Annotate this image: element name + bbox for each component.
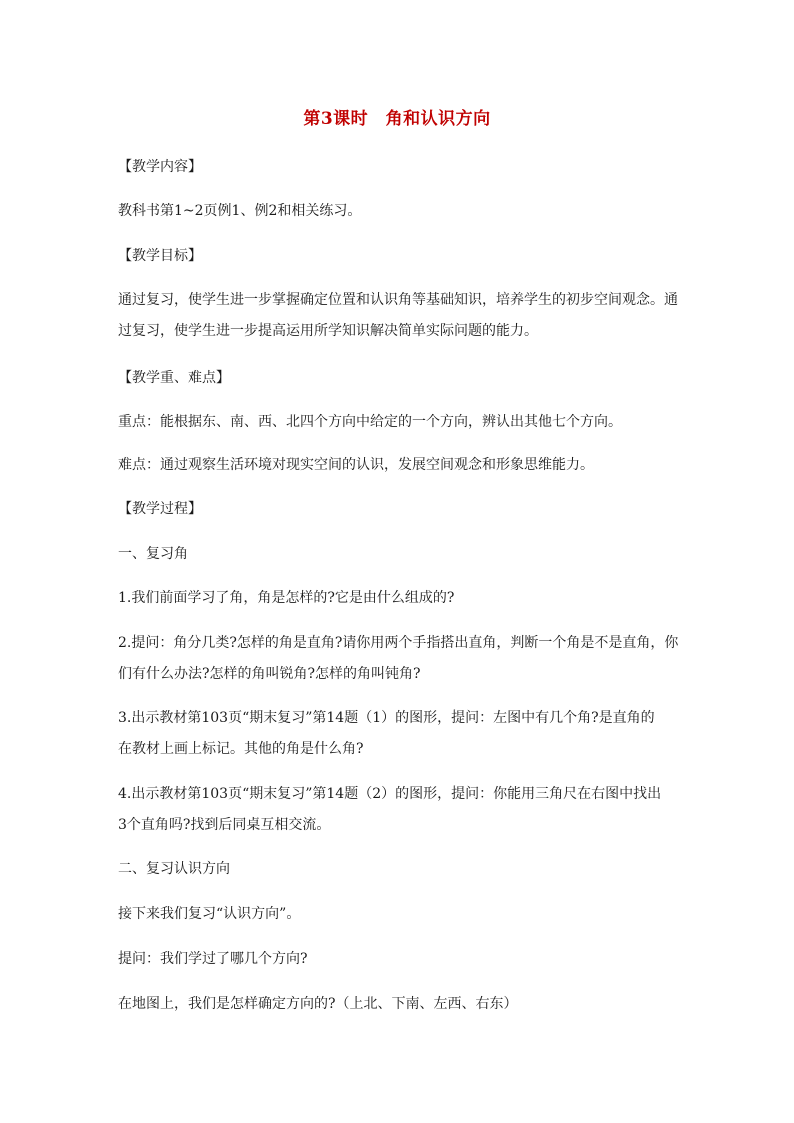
item-4: [118, 779, 688, 841]
goal-text-line1: 通过复习，使学生进一步掌握确定位置和认识角等基础知识，培养学生的初步空间观念。通: [118, 292, 678, 308]
item-2-line2: 们有什么办法?怎样的角叫锐角?怎样的角叫钝角?: [118, 666, 421, 682]
item-3-line1: 3.出示教材第103页“期末复习”第14题（1）的图形，提问：左图中有几个角?是直角的: [118, 710, 655, 726]
process-heading: 【教学过程】: [118, 501, 202, 517]
part1-heading: 一、复习角: [118, 546, 188, 562]
next-text: 接下来我们复习“认识方向”。: [118, 906, 301, 922]
part2-heading: 二、复习认识方向: [118, 861, 230, 877]
content-heading: 【教学内容】: [118, 159, 202, 175]
item-1: 1.我们前面学习了角，角是怎样的?它是由什么组成的?: [118, 590, 455, 606]
item-3: [118, 703, 688, 765]
goal-heading: 【教学目标】: [118, 248, 202, 264]
item-3-line2: 在教材上画上标记。其他的角是什么角?: [118, 741, 364, 757]
goal-text: [118, 285, 688, 347]
item-4-line1: 4.出示教材第103页“期末复习”第14题（2）的图形，提问：你能用三角尺在右图中找出: [118, 786, 662, 802]
page-title: 第3课时 角和认识方向: [303, 109, 491, 129]
item-4-line2: 3个直角吗?找到后同桌互相交流。: [118, 817, 331, 833]
key-heading: 【教学重、难点】: [118, 370, 230, 386]
difficult-point: 难点：通过观察生活环境对现实空间的认识，发展空间观念和形象思维能力。: [118, 457, 594, 473]
content-text: 教科书第1~2页例1、例2和相关练习。: [118, 203, 362, 219]
map-text: 在地图上，我们是怎样确定方向的?（上北、下南、左西、右东）: [118, 996, 518, 1012]
item-2-line1: 2.提问：角分几类?怎样的角是直角?请你用两个手指搭出直角，判断一个角是不是直角，你: [118, 635, 679, 651]
item-2: [118, 628, 688, 690]
key-point: 重点：能根据东、南、西、北四个方向中给定的一个方向，辨认出其他七个方向。: [118, 414, 622, 430]
question-text: 提问：我们学过了哪几个方向?: [118, 951, 308, 967]
goal-text-line2: 过复习，使学生进一步提高运用所学知识解决简单实际问题的能力。: [118, 323, 538, 339]
